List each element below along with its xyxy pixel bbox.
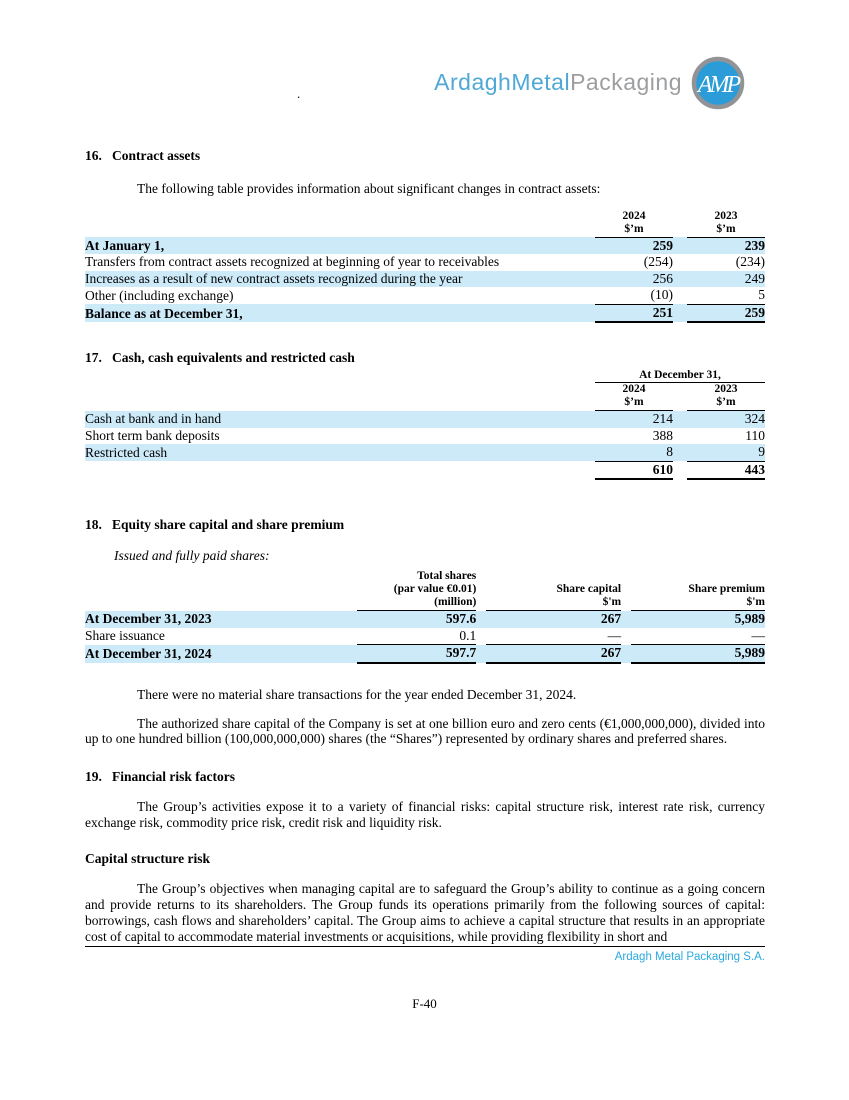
cash-table [85, 368, 765, 480]
footer-company-name: Ardagh Metal Packaging S.A. [614, 951, 765, 963]
section-19-title: Financial risk factors [112, 769, 235, 785]
table-header-row [85, 570, 765, 611]
section-16-title: Contract assets [112, 148, 201, 163]
footer-divider [85, 946, 765, 947]
section-17-number: 17. [85, 350, 102, 366]
table-span-header-row [85, 368, 765, 383]
column-header-2024: 2024 $’m [595, 383, 673, 411]
table-row: At December 31, 2023 597.6 267 5,989 [85, 611, 765, 627]
authorized-share-capital-paragraph: The authorized share capital of the Company is set at one billion euro and zero cents (€1,000,000,000), divided into up to one hundred billion (100,000,000,000) shares (the “Shares”) represented by ordinary shares and preferred shares. [85, 715, 765, 747]
share-capital-table [85, 570, 765, 664]
column-header-total-shares: Total shares (par value €0.01) (million) [357, 570, 477, 611]
contract-assets-table [85, 210, 765, 324]
table-row: At January 1, 259 239 [85, 237, 765, 253]
column-header-2024: 2024 $’m [595, 210, 673, 238]
column-header-2023: 2023 $’m [687, 383, 765, 411]
company-logo-text [434, 69, 682, 96]
table-header-row [85, 383, 765, 411]
section-16-intro: The following table provides information about significant changes in contract assets: [137, 181, 601, 196]
table-total-row: At December 31, 2024 597.7 267 5,989 [85, 645, 765, 662]
section-17-heading [85, 350, 765, 366]
column-header-share-premium: Share premium $'m [631, 570, 765, 611]
logo-word-metal: Metal [511, 69, 571, 95]
table-row: Increases as a result of new contract assets recognized during the year 256 249 [85, 270, 765, 286]
issued-shares-subtitle: Issued and fully paid shares: [114, 548, 270, 564]
section-17-title: Cash, cash equivalents and restricted cash [112, 350, 355, 366]
table-total-row: 610 443 [85, 461, 765, 479]
stray-dot: . [297, 86, 301, 101]
table-total-row: Balance as at December 31, 251 259 [85, 304, 765, 321]
table-row: Cash at bank and in hand 214 324 [85, 411, 766, 427]
page-header [0, 0, 849, 110]
table-header-row [85, 210, 765, 238]
section-16-number: 16. [85, 148, 102, 163]
span-header-at-december-31: At December 31, [595, 368, 765, 383]
column-header-2023: 2023 $’m [687, 210, 765, 238]
financial-risks-paragraph: The Group’s activities expose it to a variety of financial risks: capital structure risk, interest rate risk, currency exchange risk, commodity price risk, credit risk and liquidity risk. [85, 799, 765, 830]
share-transactions-paragraph: There were no material share transactions for the year ended December 31, 2024. [137, 686, 577, 702]
section-18-heading [85, 517, 765, 533]
table-row: Short term bank deposits 388 110 [85, 427, 766, 443]
amp-logo-icon [691, 56, 745, 110]
table-row: Other (including exchange) (10) 5 [85, 287, 765, 303]
capital-structure-risk-heading: Capital structure risk [85, 850, 210, 866]
amp-logo-letters: AMP [697, 71, 739, 98]
table-row: Transfers from contract assets recognized at beginning of year to receivables (254) (234) [85, 254, 765, 270]
section-18-title: Equity share capital and share premium [112, 517, 345, 533]
table-row: Restricted cash 8 9 [85, 444, 766, 460]
section-16-heading [85, 148, 765, 164]
capital-structure-paragraph: The Group’s objectives when managing capital are to safeguard the Group’s ability to continue as a going concern and provide returns to its shareholders. The Group funds its operations primarily from the following sources of capital: borrowings, cash flows and shareholders’ capital. The Group aims to achieve a capital structure that results in an appropriate cost of capital to accommodate material investments or acquisitions, while providing flexibility in short and [85, 880, 765, 945]
section-18-number: 18. [85, 517, 102, 533]
section-19-number: 19. [85, 769, 102, 785]
table-row: Share issuance 0.1 — — [85, 627, 765, 644]
section-19-heading [85, 769, 765, 785]
page-number: F-40 [412, 996, 437, 1011]
logo-word-ardagh: Ardagh [434, 69, 512, 95]
column-header-share-capital: Share capital $'m [486, 570, 621, 611]
logo-word-packaging: Packaging [570, 69, 682, 95]
